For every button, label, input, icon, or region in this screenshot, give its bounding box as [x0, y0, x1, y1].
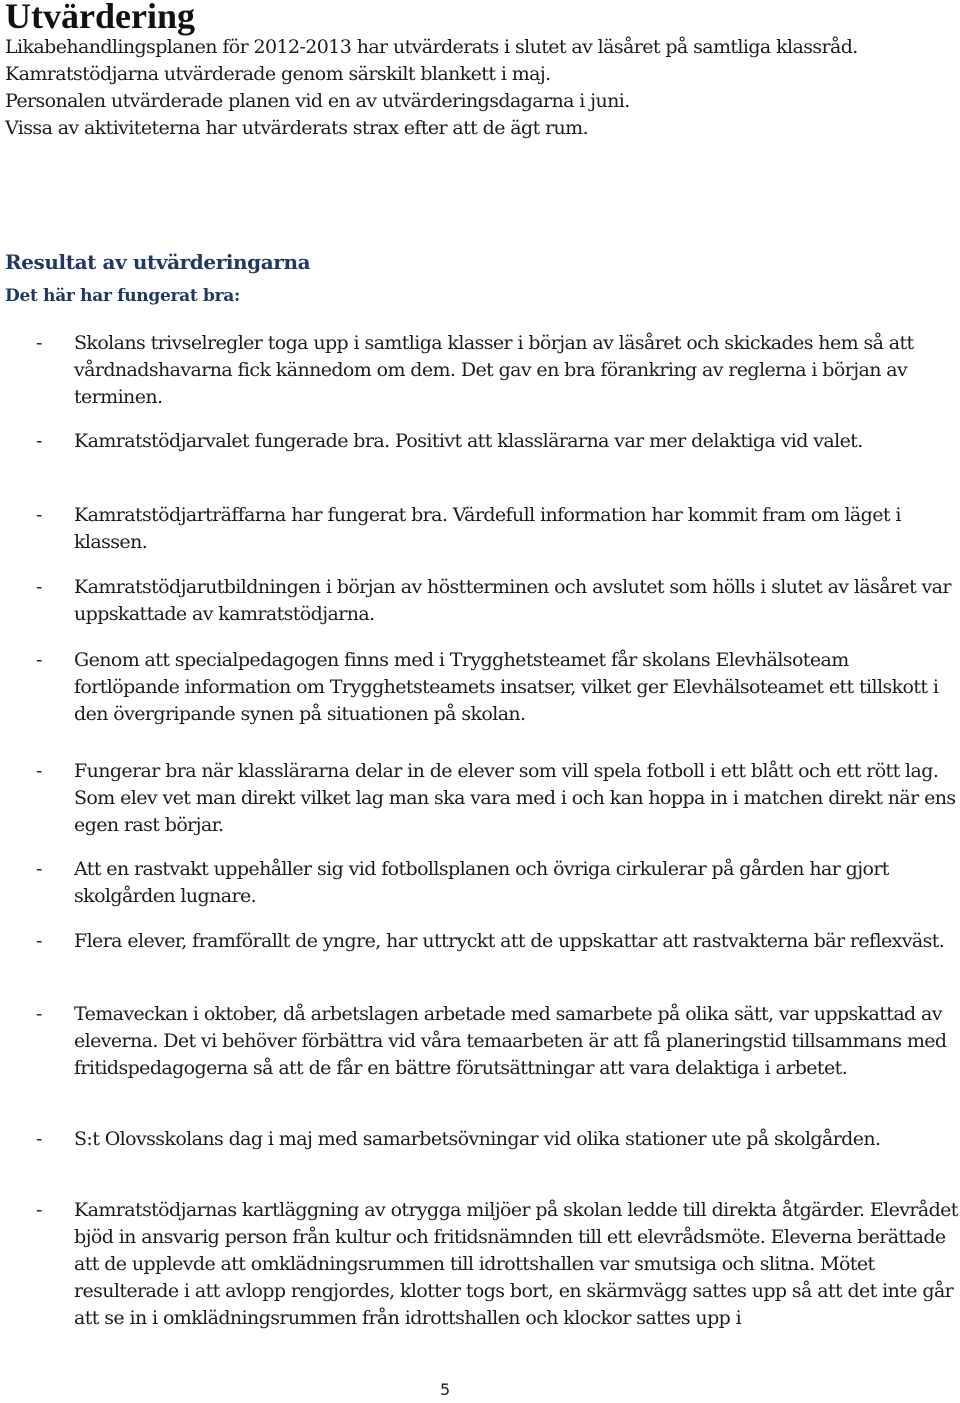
list-dash: -	[36, 760, 42, 782]
list-item	[36, 1001, 958, 1082]
list-dash: -	[36, 430, 42, 452]
list-item-text: Genom att specialpedagogen finns med i Trygghetsteamet får skolans Elevhälsoteam fortlöpande information om Trygghetsteamets insatser, vilket ger Elevhälsoteamet ett tillskott i den övergripande synen på situationen på skolan.	[74, 649, 939, 725]
list-dash: -	[36, 332, 42, 354]
list-dash: -	[36, 930, 42, 952]
list-dash: -	[36, 1003, 42, 1025]
list-item-text: Flera elever, framförallt de yngre, har uttryckt att de uppskattar att rastvakterna bär reflexväst.	[74, 930, 945, 952]
list-item-text: Kamratstödjarutbildningen i början av höstterminen och avslutet som hölls i slutet av läsåret var uppskattade av kamratstödjarna.	[74, 576, 951, 625]
section-subheading: Det här har fungerat bra:	[5, 286, 240, 306]
page-title: Utvärdering	[5, 0, 195, 36]
list-item	[36, 502, 958, 556]
list-dash: -	[36, 649, 42, 671]
list-dash: -	[36, 858, 42, 880]
list-dash: -	[36, 576, 42, 598]
intro-paragraph: Vissa av aktiviteterna har utvärderats strax efter att de ägt rum.	[5, 117, 589, 139]
list-item-text: Skolans trivselregler toga upp i samtliga klasser i början av läsåret och skickades hem så att vårdnadshavarna fick kännedom om dem. Det gav en bra förankring av reglerna i början av terminen.	[74, 332, 914, 408]
intro-paragraph: Personalen utvärderade planen vid en av utvärderingsdagarna i juni.	[5, 90, 630, 112]
list-dash: -	[36, 1199, 42, 1221]
list-item	[36, 1197, 958, 1332]
list-dash: -	[36, 504, 42, 526]
page-number: 5	[440, 1380, 451, 1399]
list-item-text: Att en rastvakt uppehåller sig vid fotbollsplanen och övriga cirkulerar på gården har gjort skolgården lugnare.	[74, 858, 889, 907]
list-item	[36, 574, 958, 628]
intro-paragraph: Likabehandlingsplanen för 2012-2013 har utvärderats i slutet av läsåret på samtliga klassråd.	[5, 36, 858, 58]
list-item	[36, 1126, 958, 1153]
list-item	[36, 856, 958, 910]
section-heading: Resultat av utvärderingarna	[5, 250, 311, 274]
list-item-text: Temaveckan i oktober, då arbetslagen arbetade med samarbete på olika sätt, var uppskattad av eleverna. Det vi behöver förbättra vid våra temaarbeten är att få planeringstid tillsammans med fritidspedagogerna så att de får en bättre förutsättningar att vara delaktiga i arbetet.	[74, 1003, 947, 1079]
list-dash: -	[36, 1128, 42, 1150]
list-item	[36, 428, 958, 455]
list-item	[36, 647, 958, 728]
list-item	[36, 758, 958, 839]
list-item-text: Kamratstödjarträffarna har fungerat bra. Värdefull information har kommit fram om läget i klassen.	[74, 504, 901, 553]
list-item-text: Fungerar bra när klasslärarna delar in de elever som vill spela fotboll i ett blått och ett rött lag. Som elev vet man direkt vilket lag man ska vara med i och kan hoppa in i matchen direkt när ens egen rast börjar.	[74, 760, 956, 836]
intro-paragraph: Kamratstödjarna utvärderade genom särskilt blankett i maj.	[5, 63, 551, 85]
list-item-text: Kamratstödjarnas kartläggning av otrygga miljöer på skolan ledde till direkta åtgärder. Elevrådet bjöd in ansvarig person från kultur och fritidsnämnden till ett elevrådsmöte. Eleverna berättade att de upplevde att omklädningsrummen till idrottshallen var smutsiga och slitna. Mötet resulterade i att avlopp rengjordes, klotter togs bort, en skärmvägg sattes upp så att det inte går att se in i omklädningsrummen från idrottshallen och klockor sattes upp i	[74, 1199, 958, 1329]
list-item	[36, 330, 958, 411]
list-item-text: Kamratstödjarvalet fungerade bra. Positivt att klasslärarna var mer delaktiga vid valet.	[74, 430, 863, 452]
list-item	[36, 928, 958, 955]
list-item-text: S:t Olovsskolans dag i maj med samarbetsövningar vid olika stationer ute på skolgården.	[74, 1128, 881, 1150]
